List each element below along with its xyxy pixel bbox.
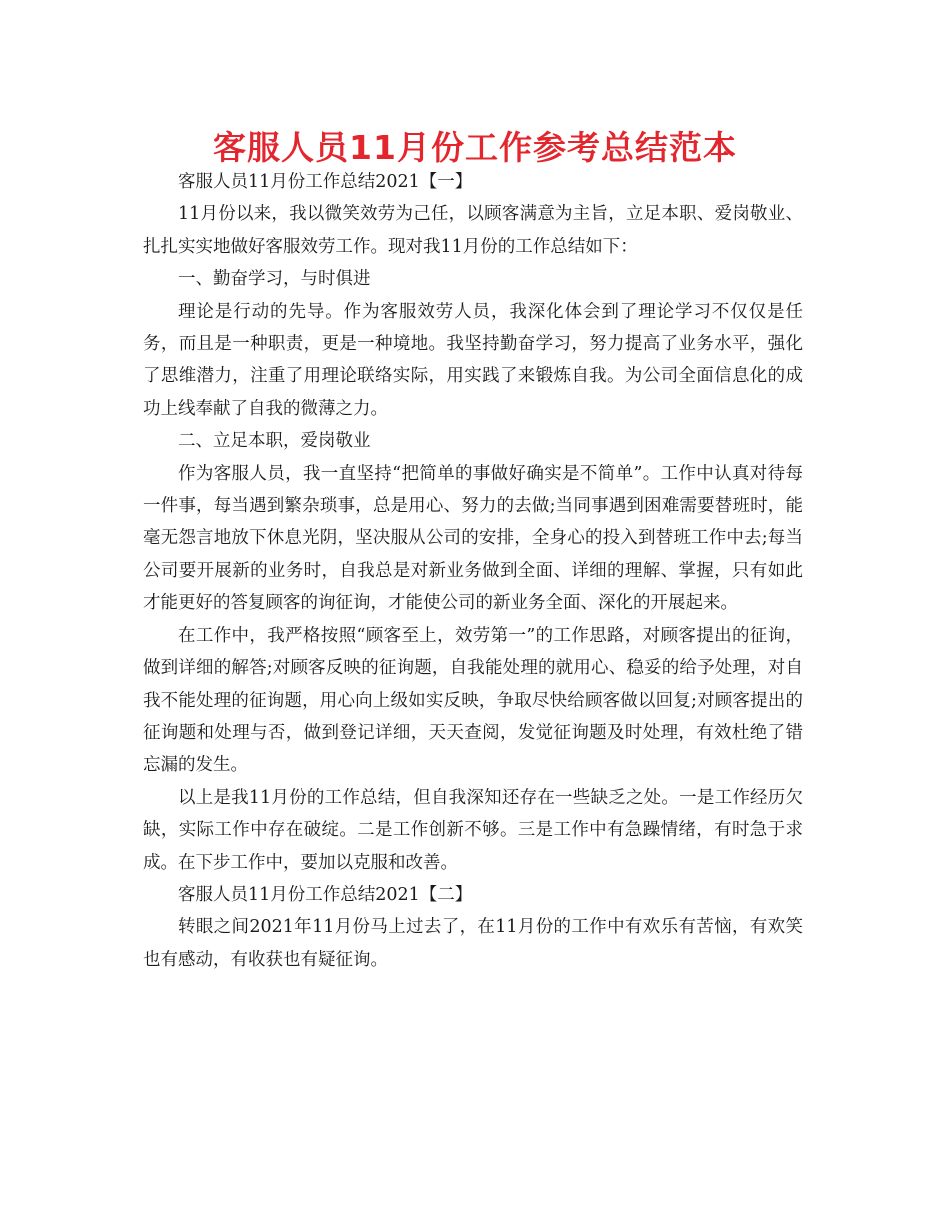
section-heading-1: 客服人员11月份工作总结2021【一】	[178, 172, 473, 192]
document-body	[143, 166, 803, 976]
paragraph-study: 理论是行动的先导。作为客服效劳人员，我深化体会到了理论学习不仅仅是任务，而且是一种职责，更是一种境地。我坚持勤奋学习，努力提高了业务水平，强化了思维潜力，注重了用理论联络实际，用实践了来锻炼自我。为公司全面信息化的成功上线奉献了自我的微薄之力。	[143, 301, 803, 419]
paragraph-shortcomings: 以上是我11月份的工作总结，但自我深知还存在一些缺乏之处。一是工作经历欠缺，实际工作中存在破绽。二是工作创新不够。三是工作中有急躁情绪，有时急于求成。在下步工作中，要加以克服和改善。	[143, 787, 803, 873]
paragraph-duty: 作为客服人员，我一直坚持“把简单的事做好确实是不简单”。工作中认真对待每一件事，每当遇到繁杂琐事，总是用心、努力的去做;当同事遇到困难需要替班时，能毫无怨言地放下休息光阴，坚决服从公司的安排，全身心的投入到替班工作中去;每当公司要开展新的业务时，自我总是对新业务做到全面、详细的理解、掌握，只有如此才能更好的答复顾客的询征询，才能使公司的新业务全面、深化的开展起来。	[143, 463, 803, 614]
subheading-duty: 二、立足本职，爱岗敬业	[178, 431, 371, 452]
paragraph-customer-first: 在工作中，我严格按照“顾客至上，效劳第一”的工作思路，对顾客提出的征询，做到详细的解答;对顾客反映的征询题，自我能处理的就用心、稳妥的给予处理，对自我不能处理的征询题，用心向上级如实反映，争取尽快给顾客做以回复;对顾客提出的征询题和处理与否，做到登记详细，天天查阅，发觉征询题及时处理，有效杜绝了错忘漏的发生。	[143, 625, 803, 776]
paragraph-closing: 转眼之间2021年11月份马上过去了，在11月份的工作中有欢乐有苦恼，有欢笑也有感动，有收获也有疑征询。	[143, 917, 803, 970]
document-title: 客服人员11月份工作参考总结范本	[213, 128, 737, 167]
paragraph-intro: 11月份以来，我以微笑效劳为己任，以顾客满意为主旨，立足本职、爱岗敬业、扎扎实实地做好客服效劳工作。现对我11月份的工作总结如下：	[143, 204, 803, 257]
subheading-study: 一、勤奋学习，与时俱进	[178, 269, 371, 290]
section-heading-2: 客服人员11月份工作总结2021【二】	[178, 884, 473, 905]
